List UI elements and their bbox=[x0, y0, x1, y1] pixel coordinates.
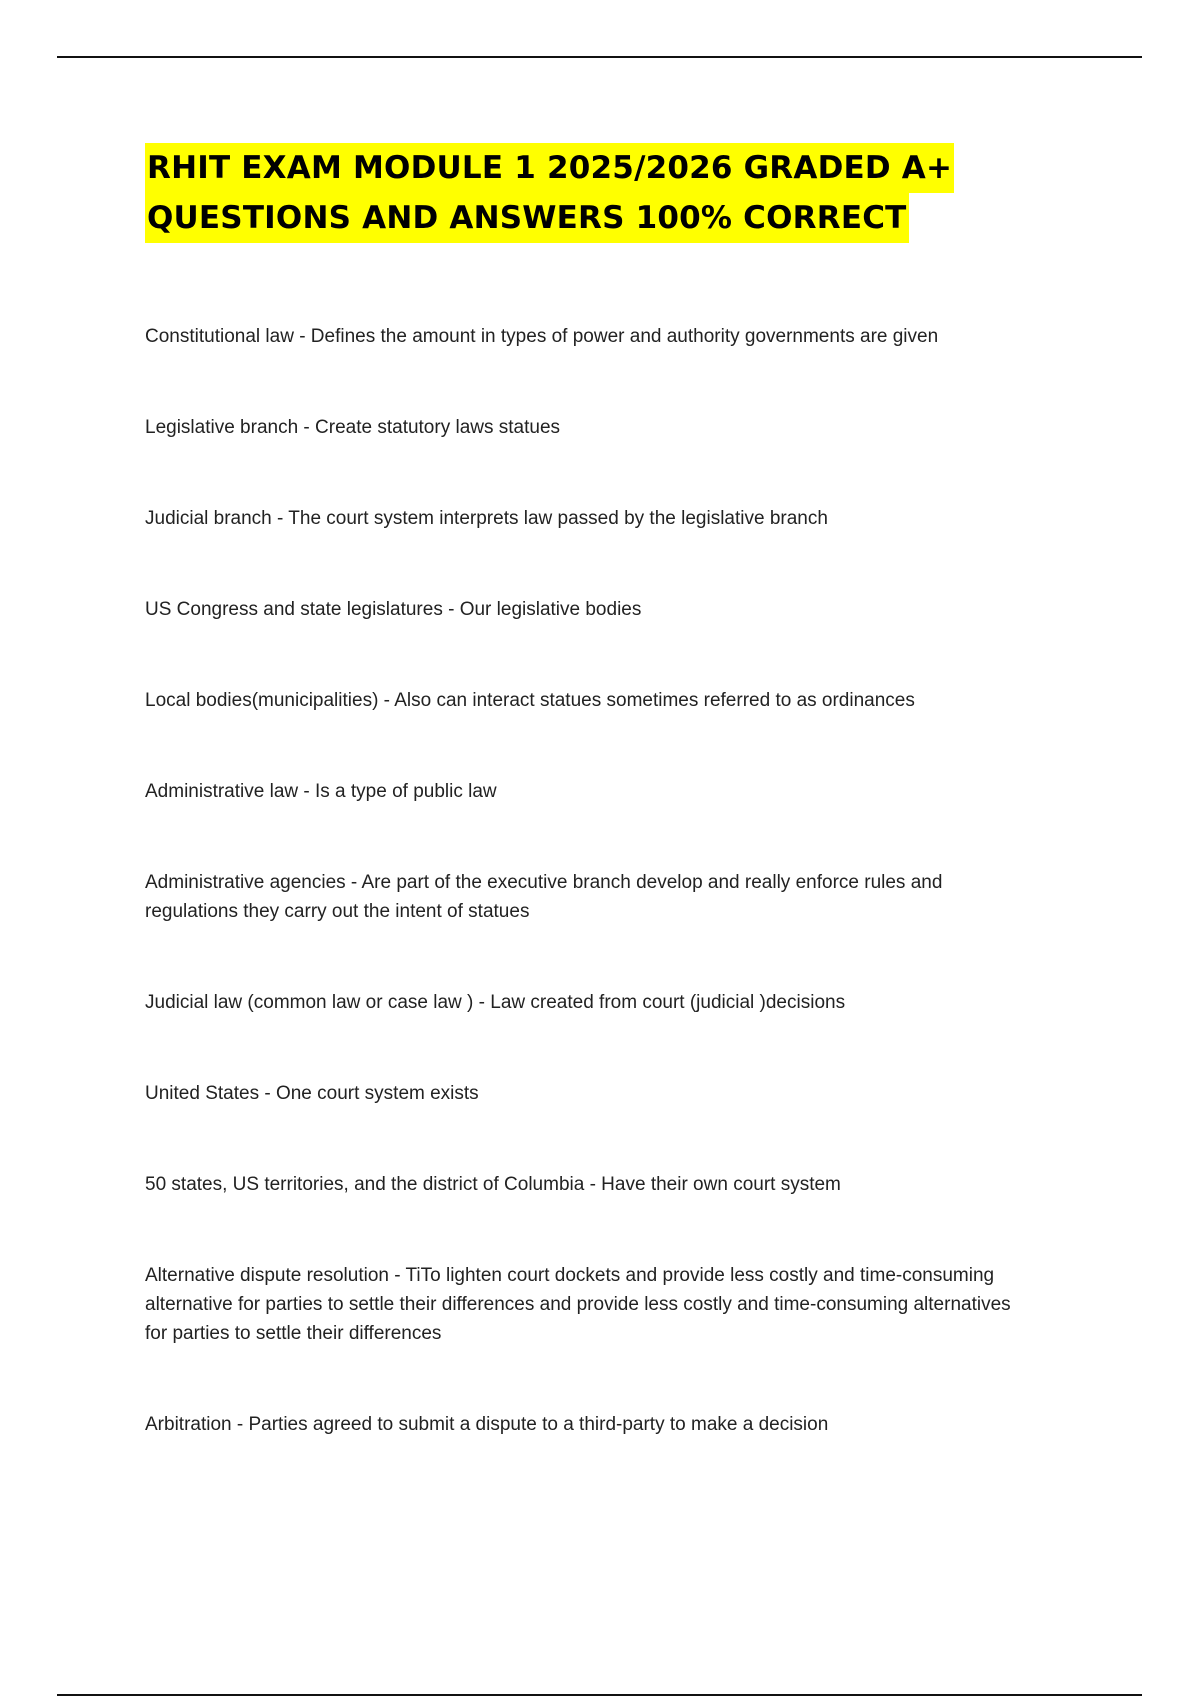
qa-item: Legislative branch - Create statutory laws statues bbox=[145, 417, 561, 438]
qa-item: Judicial law (common law or case law ) - Law created from court (judicial )decisions bbox=[145, 992, 846, 1013]
qa-item: Arbitration - Parties agreed to submit a dispute to a third-party to make a decision bbox=[145, 1414, 829, 1435]
qa-item: United States - One court system exists bbox=[145, 1083, 479, 1104]
qa-item: Administrative agencies - Are part of the executive branch develop and really enforce rules and regulations they carry out the intent of statues bbox=[145, 872, 943, 922]
title-line-1: RHIT EXAM MODULE 1 2025/2026 GRADED A+ bbox=[145, 143, 954, 193]
qa-item: Alternative dispute resolution - TiTo lighten court dockets and provide less costly and time-consuming alternative for parties to settle their differences and provide less costly and time-consuming alternatives for parties to settle their differences bbox=[145, 1265, 1011, 1344]
qa-item: Administrative law - Is a type of public law bbox=[145, 781, 497, 802]
document-title bbox=[145, 143, 1045, 243]
qa-item: Local bodies(municipalities) - Also can interact statues sometimes referred to as ordinances bbox=[145, 690, 915, 711]
bottom-rule bbox=[57, 1694, 1142, 1696]
top-rule bbox=[57, 56, 1142, 58]
title-line-2: QUESTIONS AND ANSWERS 100% CORRECT bbox=[145, 193, 909, 243]
qa-item: Constitutional law - Defines the amount in types of power and authority governments are given bbox=[145, 326, 939, 347]
qa-item: 50 states, US territories, and the district of Columbia - Have their own court system bbox=[145, 1174, 841, 1195]
qa-item: US Congress and state legislatures - Our legislative bodies bbox=[145, 599, 642, 620]
qa-item: Judicial branch - The court system interprets law passed by the legislative branch bbox=[145, 508, 828, 529]
